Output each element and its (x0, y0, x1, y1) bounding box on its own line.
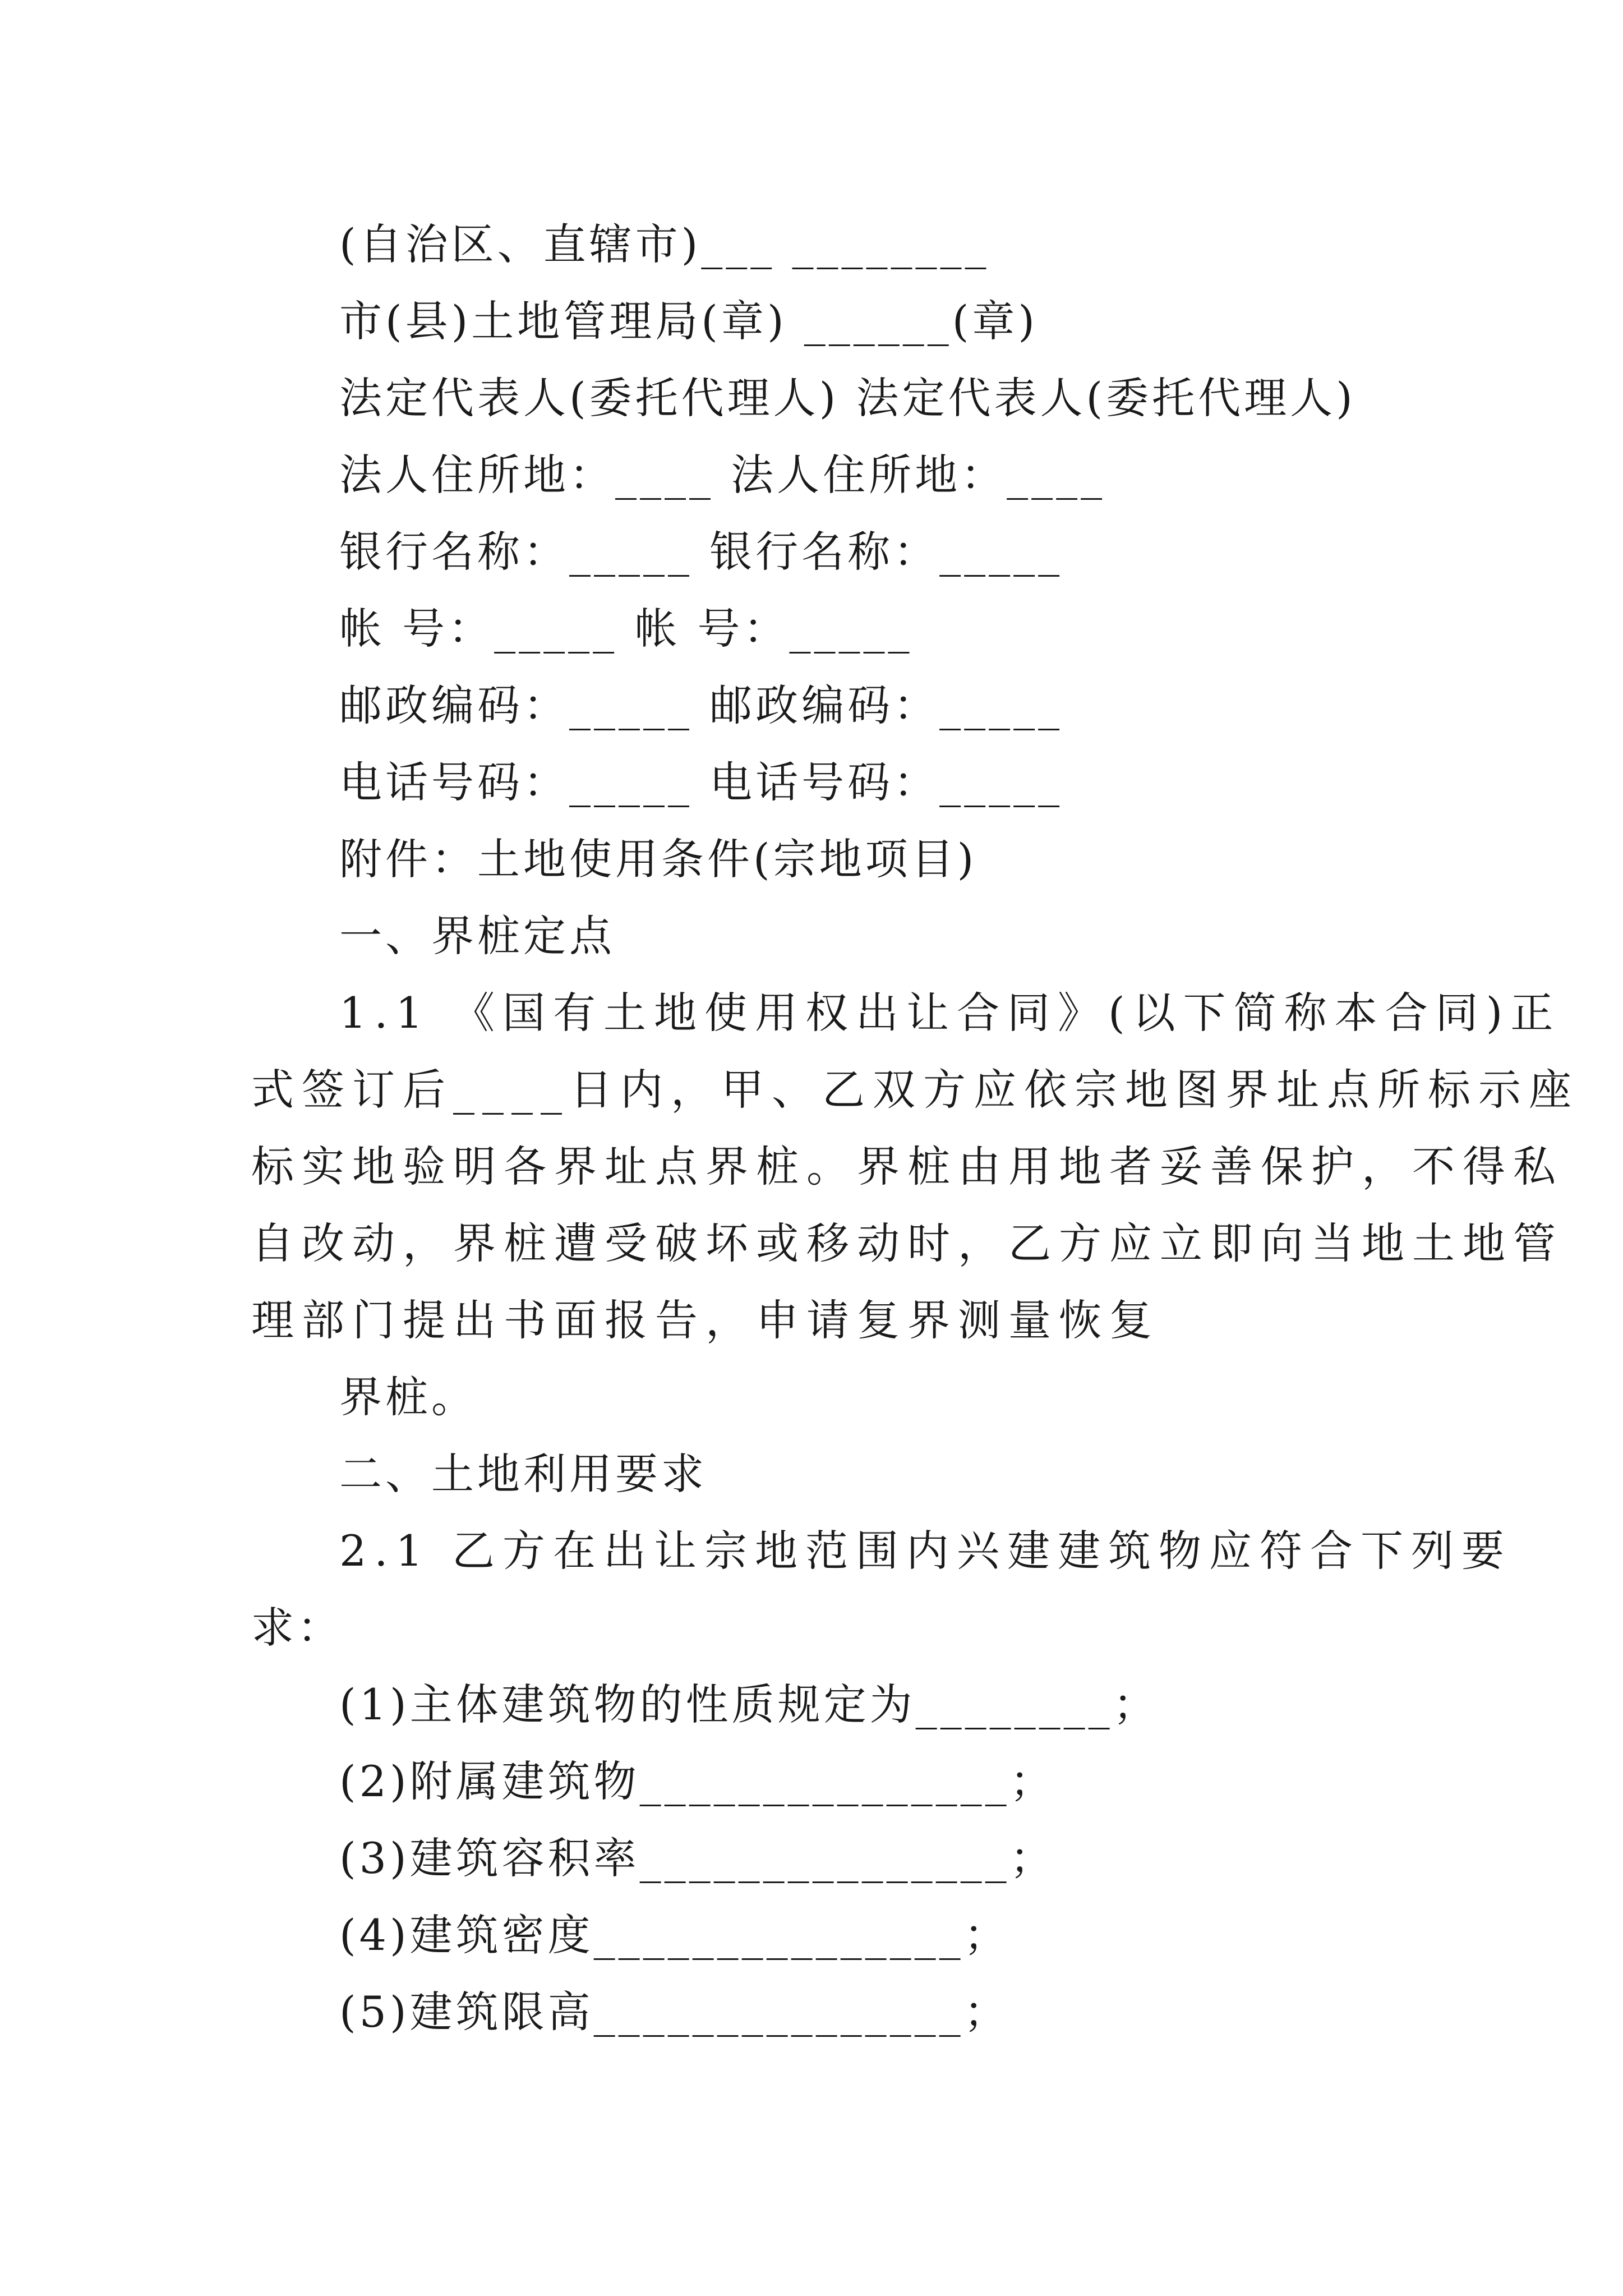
section-heading-boundary: 一、界桩定点 (339, 911, 615, 961)
requirement-item: (5)建筑限高_______________； (339, 1987, 1010, 2037)
section1-para-line: 标实地验明各界址点界桩。界桩由用地者妥善保护，不得私 (251, 1142, 1564, 1191)
section2-para-line: 求： (251, 1603, 343, 1653)
attachment-title: 附件：土地使用条件(宗地项目) (339, 834, 978, 884)
requirement-item: (3)建筑容积率_______________； (339, 1833, 1056, 1883)
signature-line-region: (自治区、直辖市)___ ________ (339, 219, 990, 269)
signature-line-postcode: 邮政编码：_____ 邮政编码：_____ (339, 680, 1063, 730)
section2-para-line: 2.1 乙方在出让宗地范围内兴建建筑物应符合下列要 (339, 1526, 1513, 1576)
section1-para-line: 式签订后____日内，甲、乙双方应依宗地图界址点所标示座 (251, 1065, 1579, 1115)
signature-line-account: 帐 号：_____ 帐 号：_____ (339, 604, 913, 654)
requirement-item: (1)主体建筑物的性质规定为________； (339, 1680, 1159, 1729)
requirement-item: (4)建筑密度_______________； (339, 1910, 1010, 1960)
signature-line-phone: 电话号码：_____ 电话号码：_____ (339, 757, 1063, 807)
section1-para-line: 1.1 《国有土地使用权出让合同》(以下简称本合同)正 (339, 988, 1561, 1038)
signature-line-legal-rep: 法定代表人(委托代理人) 法定代表人(委托代理人) (339, 373, 1356, 423)
signature-line-land-bureau: 市(县)土地管理局(章) ______(章) (339, 296, 1039, 346)
section1-para-line: 自改动，界桩遭受破坏或移动时，乙方应立即向当地土地管 (251, 1218, 1564, 1268)
requirement-item: (2)附属建筑物_______________； (339, 1756, 1056, 1806)
signature-line-address: 法人住所地：____ 法人住所地：____ (339, 450, 1106, 500)
section1-para-line: 理部门提出书面报告，申请复界测量恢复 (251, 1295, 1160, 1345)
section1-tail: 界桩。 (339, 1372, 477, 1422)
signature-line-bank-name: 银行名称：_____ 银行名称：_____ (339, 527, 1063, 577)
section-heading-land-use: 二、土地利用要求 (339, 1449, 707, 1499)
